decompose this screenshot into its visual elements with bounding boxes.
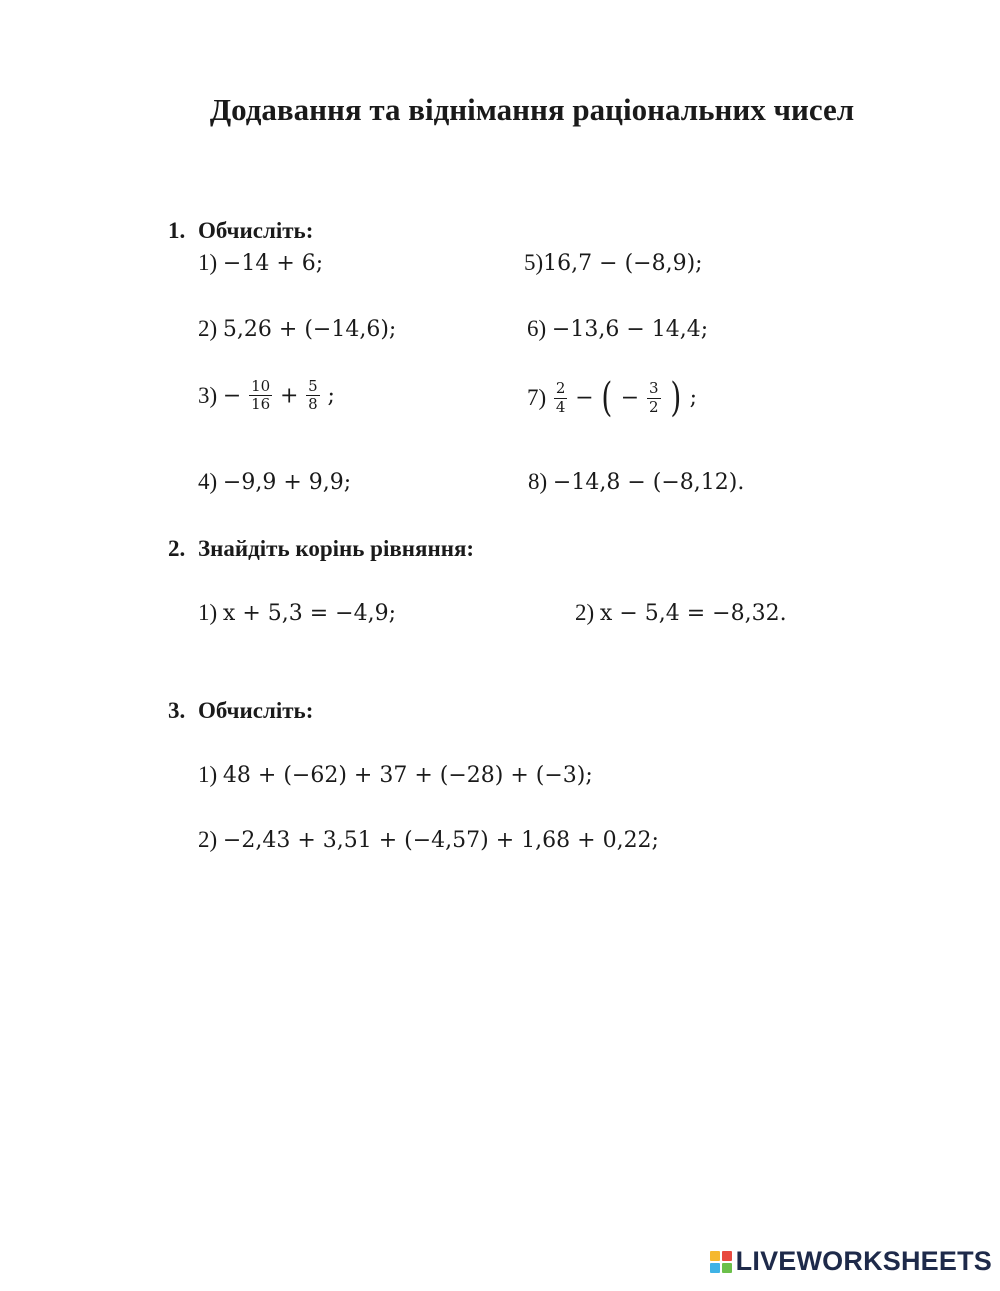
item-label: 6)	[527, 316, 547, 341]
item-label: 2)	[575, 600, 595, 625]
fraction	[249, 378, 272, 414]
task1-heading: Обчисліть:	[198, 218, 314, 243]
numerator: 5	[308, 377, 318, 395]
logo-blocks-icon	[710, 1251, 732, 1273]
item-expression: 5,26 + (−14,6);	[222, 317, 397, 342]
item-expression: −14,8 − (−8,12).	[552, 470, 745, 495]
item-expression: −14 + 6;	[222, 251, 324, 276]
task3-number: 3.	[168, 698, 186, 723]
numerator: 10	[251, 377, 271, 395]
item-label: 5)	[524, 250, 544, 275]
denominator: 16	[251, 395, 271, 414]
item-label: 2)	[198, 316, 218, 341]
task2-item2	[575, 600, 787, 626]
task1-item4	[198, 469, 351, 495]
semicolon: ;	[689, 385, 698, 411]
logo-block-e	[722, 1263, 732, 1273]
right-parenthesis: )	[670, 375, 682, 421]
task1-item5	[524, 250, 703, 276]
numerator: 3	[648, 379, 659, 398]
numerator: 2	[555, 379, 566, 398]
plus-sign: +	[279, 383, 299, 409]
task3-item1	[198, 762, 593, 788]
fraction	[306, 378, 320, 414]
task3-heading: Обчисліть:	[198, 698, 314, 723]
logo-block-i	[722, 1251, 732, 1261]
minus-sign: −	[620, 385, 640, 411]
logo-block-l	[710, 1251, 720, 1261]
item-label: 7)	[527, 385, 547, 410]
item-expression: 16,7 − (−8,9);	[543, 251, 703, 276]
item-expression: −13,6 − 14,4;	[551, 317, 709, 342]
item-expression: −2,43 + 3,51 + (−4,57) + 1,68 + 0,22;	[222, 828, 659, 853]
item-expression: 48 + (−62) + 37 + (−28) + (−3);	[222, 763, 593, 788]
minus-sign: −	[575, 385, 594, 411]
task2-item1	[198, 600, 396, 626]
semicolon: ;	[327, 383, 335, 409]
page-title: Додавання та віднімання раціональних чисел	[209, 92, 855, 127]
item-expression: −9,9 + 9,9;	[222, 470, 352, 495]
task1-item1	[198, 250, 323, 276]
item-label: 1)	[198, 762, 218, 787]
task1-item2	[198, 316, 396, 342]
task1-item6	[527, 316, 708, 342]
item-expression: x + 5,3 = −4,9;	[222, 601, 396, 626]
minus-sign: −	[222, 383, 242, 409]
denominator: 4	[555, 397, 566, 416]
task3-item2	[198, 827, 659, 853]
logo-block-v	[710, 1263, 720, 1273]
fraction	[554, 380, 568, 416]
task1-number: 1.	[168, 218, 186, 243]
item-label: 1)	[198, 250, 218, 275]
item-label: 1)	[198, 600, 218, 625]
denominator: 2	[648, 397, 659, 416]
fraction	[647, 380, 661, 416]
logo-text: LIVEWORKSHEETS	[735, 1246, 992, 1276]
denominator: 8	[308, 395, 318, 414]
liveworksheets-logo	[710, 1246, 992, 1277]
task1-item3	[198, 378, 335, 414]
task2-heading: Знайдіть корінь рівняння:	[198, 536, 475, 561]
item-expression: x − 5,4 = −8,32.	[599, 601, 787, 626]
item-label: 2)	[198, 827, 218, 852]
task1-item8	[528, 469, 744, 495]
item-label: 4)	[198, 469, 218, 494]
item-label: 3)	[198, 382, 218, 408]
task2-number: 2.	[168, 536, 186, 561]
task1-item7	[527, 375, 698, 421]
left-parenthesis: (	[601, 375, 613, 421]
item-label: 8)	[528, 469, 548, 494]
